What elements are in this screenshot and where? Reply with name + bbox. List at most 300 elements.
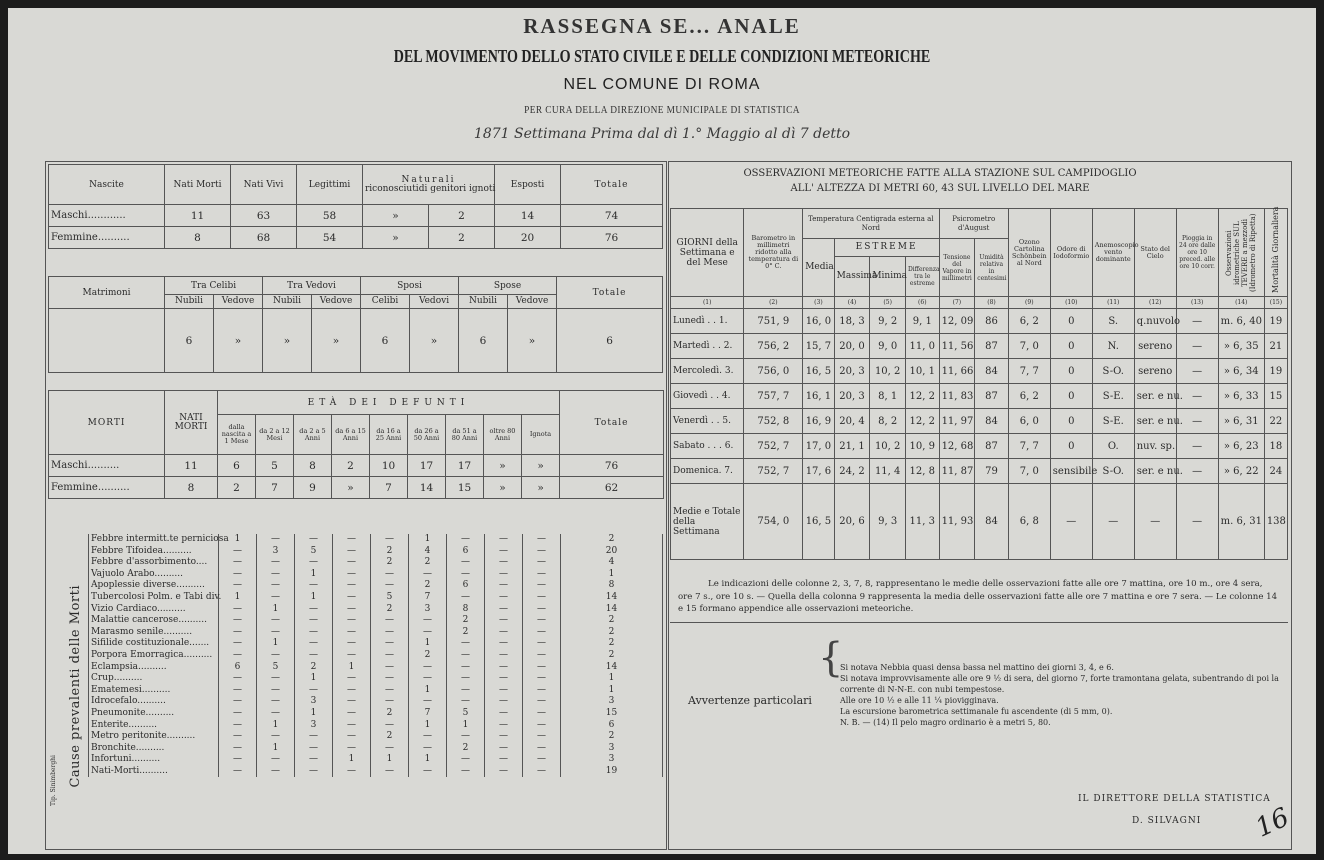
cause-cell: — <box>409 627 447 639</box>
obs-cell: m. 6, 31 <box>1218 484 1264 560</box>
cause-cell: — <box>523 685 561 697</box>
age-col: dalla nascita a 1 Mese <box>218 415 256 455</box>
cause-cell: — <box>371 650 409 662</box>
row-label: Femmine.......... <box>49 227 165 249</box>
cause-row <box>89 731 663 743</box>
obs-cell: 756, 2 <box>744 334 803 359</box>
cause-cell: — <box>409 731 447 743</box>
obs-col-number: (9) <box>1008 297 1050 309</box>
cause-cell: — <box>485 720 523 732</box>
warnings-label: Avvertenze particolari <box>688 694 812 707</box>
obs-day: Giovedì . . 4. <box>671 384 744 409</box>
obs-cell: 15 <box>1264 384 1287 409</box>
obs-cell: 20, 3 <box>834 384 870 409</box>
warnings-list <box>840 662 1280 728</box>
cause-cell: — <box>219 580 257 592</box>
cell: 74 <box>561 205 663 227</box>
warnings-brace: { <box>818 635 844 681</box>
cell: » <box>410 309 459 373</box>
cause-cell: — <box>409 569 447 581</box>
cause-cell: — <box>485 743 523 755</box>
cause-cell: — <box>257 754 295 766</box>
cause-row <box>89 580 663 592</box>
obs-cell: 6, 2 <box>1008 309 1050 334</box>
cause-cell: — <box>485 708 523 720</box>
sub-header: Celibi <box>361 295 410 309</box>
cause-cell: — <box>295 685 333 697</box>
cause-label: Vizio Cardiaco.......... <box>89 604 219 616</box>
cell: 76 <box>561 227 663 249</box>
cause-cell: — <box>295 627 333 639</box>
cell: 8 <box>165 477 218 499</box>
obs-cell: 16, 9 <box>803 409 834 434</box>
cause-cell: — <box>485 731 523 743</box>
cause-cell: — <box>295 754 333 766</box>
cause-cell: — <box>485 557 523 569</box>
cause-cell: — <box>447 534 485 546</box>
obs-cell: 12, 2 <box>906 384 940 409</box>
cell: » <box>484 455 522 477</box>
obs-cell: O. <box>1092 434 1134 459</box>
cause-label: Apoplessie diverse.......... <box>89 580 219 592</box>
cause-cell: — <box>523 638 561 650</box>
cause-cell: 5 <box>447 708 485 720</box>
cause-label: Malattie cancerose.......... <box>89 615 219 627</box>
cause-cell: — <box>295 731 333 743</box>
cause-cell: — <box>447 766 485 778</box>
cause-cell: 6 <box>447 546 485 558</box>
obs-col-mortalita <box>1264 206 1287 297</box>
obs-col-psicrometro: Psicrometro d'August <box>939 209 1008 239</box>
cause-cell: — <box>485 696 523 708</box>
naturali-ignoti: di genitori ignoti <box>418 183 496 194</box>
obs-cell: 10, 1 <box>906 359 940 384</box>
cause-cell: — <box>333 720 371 732</box>
sub-header: Vedove <box>214 295 263 309</box>
obs-cell: ser. e nu. <box>1134 459 1176 484</box>
cause-cell: — <box>371 743 409 755</box>
cause-label: Idrocefalo.......... <box>89 696 219 708</box>
obs-number-row <box>671 297 1288 309</box>
obs-cell: 7, 7 <box>1008 359 1050 384</box>
cause-cell: — <box>219 673 257 685</box>
age-col: da 26 a 50 Anni <box>408 415 446 455</box>
cause-cell: 2 <box>561 638 663 650</box>
obs-cell: » 6, 34 <box>1218 359 1264 384</box>
cause-cell: 3 <box>561 754 663 766</box>
warning-item: Alle ore 10 ½ e alle 11 ¼ piovigginava. <box>840 696 999 705</box>
observations-table <box>670 208 1288 560</box>
cause-cell: 7 <box>409 708 447 720</box>
cause-cell: — <box>447 592 485 604</box>
obs-cell: S-E. <box>1092 409 1134 434</box>
births-header-nascite: Nascite <box>49 165 165 205</box>
obs-col-number: (12) <box>1134 297 1176 309</box>
cause-cell: — <box>219 720 257 732</box>
cause-cell: — <box>257 557 295 569</box>
signature-name: D. SILVAGNI <box>1132 816 1202 826</box>
obs-cell: 20, 0 <box>834 334 870 359</box>
cause-cell: 2 <box>409 580 447 592</box>
obs-cell: 87 <box>975 384 1009 409</box>
cause-cell: — <box>333 708 371 720</box>
obs-cell: 10, 2 <box>870 359 906 384</box>
cell: » <box>522 477 560 499</box>
obs-cell: 87 <box>975 334 1009 359</box>
cell: » <box>214 309 263 373</box>
obs-col-odore: Odore di Iodoformio <box>1050 209 1092 297</box>
cause-cell: — <box>409 696 447 708</box>
cause-cell: 2 <box>371 604 409 616</box>
deaths-totale: Totale <box>560 391 664 455</box>
obs-cell: — <box>1176 309 1218 334</box>
obs-cell: 11, 66 <box>939 359 975 384</box>
cause-cell: — <box>523 592 561 604</box>
obs-cell: 6, 0 <box>1008 409 1050 434</box>
obs-cell: 16, 0 <box>803 309 834 334</box>
cause-label: Crup.......... <box>89 673 219 685</box>
cause-cell: — <box>447 731 485 743</box>
obs-cell: — <box>1176 484 1218 560</box>
obs-cell: — <box>1050 484 1092 560</box>
cause-cell: 3 <box>295 720 333 732</box>
cause-cell: 1 <box>333 662 371 674</box>
obs-col-number: (3) <box>803 297 834 309</box>
cell: » <box>522 455 560 477</box>
cause-cell: — <box>257 650 295 662</box>
cause-cell: 3 <box>295 696 333 708</box>
cause-cell: — <box>333 766 371 778</box>
cause-cell: — <box>523 569 561 581</box>
cell: » <box>508 309 557 373</box>
obs-col-tevere <box>1218 209 1264 297</box>
obs-cell: » 6, 35 <box>1218 334 1264 359</box>
cell: 15 <box>446 477 484 499</box>
obs-cell: 138 <box>1264 484 1287 560</box>
births-header-naturali <box>363 165 495 205</box>
cause-cell: 2 <box>409 650 447 662</box>
obs-row <box>671 434 1288 459</box>
obs-cell: 11, 93 <box>939 484 975 560</box>
group-tra-vedovi: Tra Vedovi <box>263 277 361 295</box>
obs-col-number: (11) <box>1092 297 1134 309</box>
causes-table <box>88 534 663 777</box>
obs-cell: 16, 5 <box>803 359 834 384</box>
cell: 58 <box>297 205 363 227</box>
cause-cell: — <box>485 604 523 616</box>
age-col: da 2 a 12 Mesi <box>256 415 294 455</box>
cause-label: Tubercolosi Polm. e Tabi div. <box>89 592 219 604</box>
obs-cell: 6, 8 <box>1008 484 1050 560</box>
obs-day: Medie e Totale della Settimana <box>671 484 744 560</box>
obs-col-number: (5) <box>870 297 906 309</box>
cause-cell: — <box>333 743 371 755</box>
cause-cell: 4 <box>561 557 663 569</box>
cause-cell: — <box>295 650 333 662</box>
obs-cell: 11, 87 <box>939 459 975 484</box>
cause-cell: 2 <box>371 731 409 743</box>
cause-label: Metro peritonite.......... <box>89 731 219 743</box>
obs-cell: 7, 0 <box>1008 334 1050 359</box>
obs-row <box>671 409 1288 434</box>
obs-col-anemoscopio: Anemoscopio vento dominante <box>1092 209 1134 297</box>
cell: » <box>484 477 522 499</box>
cause-cell: — <box>371 638 409 650</box>
obs-cell: 79 <box>975 459 1009 484</box>
obs-col-number: (7) <box>939 297 975 309</box>
cause-cell: — <box>523 720 561 732</box>
obs-cell: 18, 3 <box>834 309 870 334</box>
cause-cell: — <box>257 673 295 685</box>
obs-col-temperatura: Temperatura Centigrada esterna al Nord <box>803 209 939 239</box>
cause-cell: 1 <box>371 754 409 766</box>
cell: » <box>332 477 370 499</box>
cause-cell: — <box>523 604 561 616</box>
cause-cell: — <box>333 650 371 662</box>
cause-cell: — <box>219 696 257 708</box>
cause-label: Febbre intermitt.te perniciosa <box>89 534 219 546</box>
warning-item: N. B. — (14) Il pelo magro ordinario è a metri 5, 80. <box>840 718 1051 727</box>
cause-cell: 1 <box>219 534 257 546</box>
cause-cell: — <box>409 766 447 778</box>
cell: 14 <box>495 205 561 227</box>
cause-cell: 6 <box>561 720 663 732</box>
obs-col-number: (4) <box>834 297 870 309</box>
cause-cell: 2 <box>371 708 409 720</box>
cause-row <box>89 708 663 720</box>
cause-cell: — <box>257 580 295 592</box>
cause-label: Febbre Tifoidea.......... <box>89 546 219 558</box>
cause-cell: — <box>447 650 485 662</box>
cause-cell: — <box>371 580 409 592</box>
age-col: oltre 80 Anni <box>484 415 522 455</box>
cell: 6 <box>459 309 508 373</box>
cell: 17 <box>408 455 446 477</box>
cause-cell: — <box>333 580 371 592</box>
title-line-2: DEL MOVIMENTO DELLO STATO CIVILE E DELLE CONDIZIONI METEORICHE <box>393 46 931 66</box>
cause-cell: 7 <box>409 592 447 604</box>
cause-cell: 1 <box>257 638 295 650</box>
cause-cell: — <box>485 673 523 685</box>
tevere-label: Osservazioni idrometriche SUL TEVERE a mezzodì (Idrometro di Ripetta) <box>1225 213 1258 292</box>
cause-cell: — <box>485 580 523 592</box>
obs-cell: 12, 2 <box>906 409 940 434</box>
cause-cell: — <box>371 673 409 685</box>
cause-cell: — <box>257 708 295 720</box>
cause-cell: 1 <box>295 592 333 604</box>
cause-cell: — <box>333 615 371 627</box>
cause-cell: — <box>485 569 523 581</box>
cause-label: Marasmo senile.......... <box>89 627 219 639</box>
cause-cell: — <box>371 569 409 581</box>
obs-cell: — <box>1176 434 1218 459</box>
obs-col-minima: Minima <box>870 257 906 297</box>
obs-cell: » 6, 23 <box>1218 434 1264 459</box>
obs-cell: 757, 7 <box>744 384 803 409</box>
obs-cell: 752, 7 <box>744 459 803 484</box>
obs-col-estreme: ESTREME <box>834 239 939 257</box>
cause-row <box>89 615 663 627</box>
cause-cell: — <box>219 731 257 743</box>
sub-header: Nubili <box>165 295 214 309</box>
cause-cell: — <box>333 731 371 743</box>
obs-cell: 10, 2 <box>870 434 906 459</box>
obs-cell: 7, 0 <box>1008 459 1050 484</box>
age-col: da 6 a 15 Anni <box>332 415 370 455</box>
obs-cell: 754, 0 <box>744 484 803 560</box>
cause-cell: — <box>485 534 523 546</box>
causes-side-label-box <box>64 526 86 846</box>
obs-col-number: (1) <box>671 297 744 309</box>
cause-cell: — <box>333 604 371 616</box>
obs-cell: 9, 2 <box>870 309 906 334</box>
cause-cell: 1 <box>409 638 447 650</box>
cause-cell: — <box>371 662 409 674</box>
cell: 76 <box>560 455 664 477</box>
cause-cell: — <box>295 534 333 546</box>
cause-cell: — <box>371 534 409 546</box>
births-row-femmine <box>49 227 663 249</box>
obs-cell: 22 <box>1264 409 1287 434</box>
cause-cell: — <box>523 731 561 743</box>
cause-row <box>89 743 663 755</box>
cause-cell: — <box>523 615 561 627</box>
obs-cell: 751, 9 <box>744 309 803 334</box>
obs-cell: » 6, 33 <box>1218 384 1264 409</box>
cause-cell: 2 <box>409 557 447 569</box>
obs-col-umidita: Umidità relativa in centesimi <box>975 239 1009 297</box>
group-tra-celibi: Tra Celibi <box>165 277 263 295</box>
cell: 10 <box>370 455 408 477</box>
obs-cell: 11, 4 <box>870 459 906 484</box>
cause-cell: — <box>523 650 561 662</box>
cause-cell: 1 <box>409 720 447 732</box>
obs-cell: 18 <box>1264 434 1287 459</box>
cause-cell: — <box>523 708 561 720</box>
cause-cell: 8 <box>447 604 485 616</box>
obs-cell: 8, 2 <box>870 409 906 434</box>
deaths-row-femmine <box>49 477 664 499</box>
cause-cell: — <box>523 696 561 708</box>
deaths-row-maschi <box>49 455 664 477</box>
cause-cell: 6 <box>447 580 485 592</box>
printer-mark <box>50 526 62 826</box>
obs-cell: » 6, 31 <box>1218 409 1264 434</box>
cell: 2 <box>218 477 256 499</box>
obs-cell: 16, 1 <box>803 384 834 409</box>
cause-cell: — <box>219 546 257 558</box>
obs-cell: 9, 1 <box>906 309 940 334</box>
obs-col-number: (2) <box>744 297 803 309</box>
cause-cell: — <box>447 696 485 708</box>
notes-divider <box>670 622 1288 623</box>
sub-header: Vedove <box>508 295 557 309</box>
cell: 14 <box>408 477 446 499</box>
obs-cell: sereno <box>1134 359 1176 384</box>
cause-cell: — <box>295 638 333 650</box>
row-label: Maschi.......... <box>49 455 165 477</box>
cause-cell: — <box>257 696 295 708</box>
cause-cell: — <box>523 546 561 558</box>
obs-cell: sereno <box>1134 334 1176 359</box>
obs-cell: 20, 3 <box>834 359 870 384</box>
cause-cell: — <box>447 685 485 697</box>
obs-cell: 12, 8 <box>906 459 940 484</box>
sub-header: Vedovi <box>410 295 459 309</box>
cell: 54 <box>297 227 363 249</box>
obs-col-differenza: Differenza tra le estreme <box>906 257 940 297</box>
group-sposi: Sposi <box>361 277 459 295</box>
group-spose: Spose <box>459 277 557 295</box>
cause-cell: — <box>219 766 257 778</box>
sub-header: Nubili <box>263 295 312 309</box>
cause-cell: — <box>523 743 561 755</box>
cause-cell: 5 <box>257 662 295 674</box>
obs-cell: 21 <box>1264 334 1287 359</box>
cell: 5 <box>256 455 294 477</box>
cause-row <box>89 557 663 569</box>
obs-cell: 0 <box>1050 359 1092 384</box>
obs-col-number: (15) <box>1264 297 1287 309</box>
births-header-esposti: Esposti <box>495 165 561 205</box>
cause-cell: — <box>523 627 561 639</box>
cause-cell: 1 <box>257 604 295 616</box>
causes-side-label: Cause prevalenti delle Morti <box>67 584 83 788</box>
obs-cell: 16, 5 <box>803 484 834 560</box>
printer-label: Tip. Sinimberghi <box>50 755 57 806</box>
cause-cell: — <box>219 615 257 627</box>
obs-cell: 24, 2 <box>834 459 870 484</box>
obs-cell: 8, 1 <box>870 384 906 409</box>
cause-cell: 2 <box>447 627 485 639</box>
cause-cell: — <box>257 731 295 743</box>
obs-col-giorni: GIORNI della Settimana e del Mese <box>671 209 744 297</box>
cause-cell: 2 <box>561 731 663 743</box>
naturali-riconosciuti: riconosciuti <box>365 183 419 194</box>
marriages-totale: Totale <box>557 277 663 309</box>
obs-cell: 15, 7 <box>803 334 834 359</box>
births-table <box>48 164 663 249</box>
cause-cell: — <box>447 662 485 674</box>
cause-cell: — <box>523 557 561 569</box>
age-col: da 16 a 25 Anni <box>370 415 408 455</box>
obs-cell: — <box>1176 409 1218 434</box>
cause-row <box>89 673 663 685</box>
births-header-totale: Totale <box>561 165 663 205</box>
cause-cell: 8 <box>561 580 663 592</box>
obs-title-line-1: OSSERVAZIONI METEORICHE FATTE ALLA STAZIONE SUL CAMPIDOGLIO <box>743 168 1137 179</box>
cause-row <box>89 546 663 558</box>
cause-cell: 1 <box>295 673 333 685</box>
cause-cell: — <box>371 627 409 639</box>
obs-day: Mercoledì. 3. <box>671 359 744 384</box>
cause-cell: 5 <box>295 546 333 558</box>
obs-col-tensione: Tensione del Vapore in millimetri <box>939 239 975 297</box>
cause-cell: — <box>485 627 523 639</box>
cause-cell: — <box>485 754 523 766</box>
cell: 62 <box>560 477 664 499</box>
cause-cell: 2 <box>561 627 663 639</box>
cause-cell: — <box>447 569 485 581</box>
cause-cell: — <box>485 546 523 558</box>
title-line-3: NEL COMUNE DI ROMA <box>563 76 761 93</box>
obs-title-line-2: ALL' ALTEZZA DI METRI 60, 43 SUL LIVELLO DEL MARE <box>790 183 1090 194</box>
cause-cell: — <box>295 604 333 616</box>
obs-cell: 11, 56 <box>939 334 975 359</box>
cause-cell: 1 <box>295 569 333 581</box>
cause-cell: — <box>371 696 409 708</box>
obs-cell: 84 <box>975 484 1009 560</box>
